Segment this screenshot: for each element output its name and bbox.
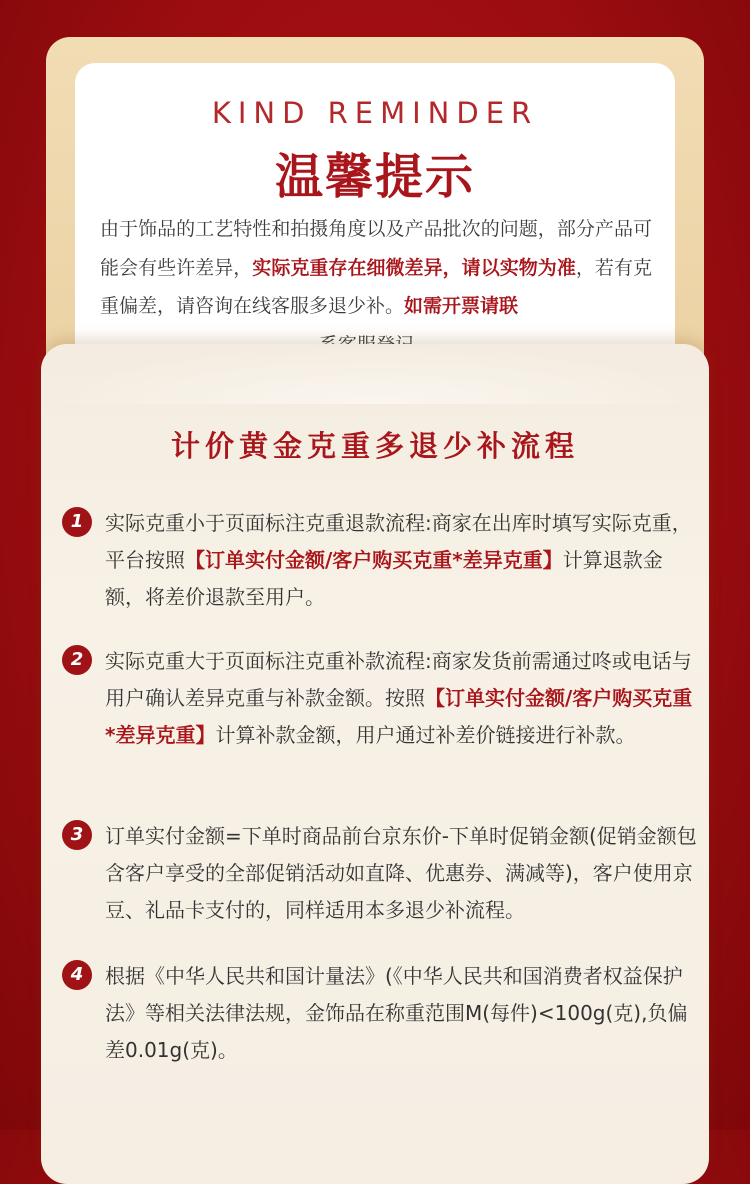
number-badge: 4 bbox=[62, 960, 92, 990]
item-text-after: 计算退款金额，将差价退款至用户。 bbox=[105, 548, 663, 609]
notice-part-1: 由于饰品的工艺特性和拍摄角度以及产品批次的问题，部分产品可能会有些许差异， bbox=[100, 218, 652, 279]
item-text bbox=[105, 643, 700, 754]
number-badge: 1 bbox=[62, 507, 92, 537]
item-text-before: 实际克重大于页面标注克重补款流程:商家发货前需通过咚或电话与用户确认差异克重与补款金额。按照 bbox=[105, 649, 692, 710]
notice-text bbox=[100, 210, 652, 364]
item-text-highlight: 【订单实付金额/客户购买克重*差异克重】 bbox=[105, 686, 693, 747]
item-text bbox=[105, 958, 700, 1069]
section-title: 计价黄金克重多退少补流程 bbox=[170, 429, 579, 463]
notice-highlight-invoice: 如需开票请联 bbox=[404, 295, 519, 317]
number-badge: 2 bbox=[62, 645, 92, 675]
notice-part-3: ，若有克重偏差，请咨询在线客服多退少补。 bbox=[100, 256, 652, 317]
process-panel-lip bbox=[41, 344, 709, 404]
item-text-before: 根据《中华人民共和国计量法》(《中华人民共和国消费者权益保护法》等相关法律法规，金饰品在称重范围M(每件)<100g(克),负偏差0.01g(克)。 bbox=[105, 964, 688, 1062]
item-text bbox=[105, 818, 700, 929]
number-badge: 3 bbox=[62, 820, 92, 850]
item-text bbox=[105, 505, 700, 616]
item-text-before: 订单实付金额=下单时商品前台京东价-下单时促销金额(促销金额包含客户享受的全部促销活动如直降、优惠券、满减等)，客户使用京豆、礼品卡支付的，同样适用本多退少补流程。 bbox=[105, 824, 697, 922]
item-text-before: 实际克重小于页面标注克重退款流程:商家在出库时填写实际克重，平台按照 bbox=[105, 511, 692, 572]
page-title: 温馨提示 bbox=[274, 149, 475, 205]
kind-reminder-heading: KIND REMINDER bbox=[211, 96, 539, 130]
item-text-after: 计算补款金额，用户通过补差价链接进行补款。 bbox=[215, 723, 636, 747]
item-text-highlight: 【订单实付金额/客户购买克重*差异克重】 bbox=[185, 548, 563, 572]
notice-highlight-weight: 实际克重存在细微差异，请以实物为准 bbox=[252, 256, 576, 279]
